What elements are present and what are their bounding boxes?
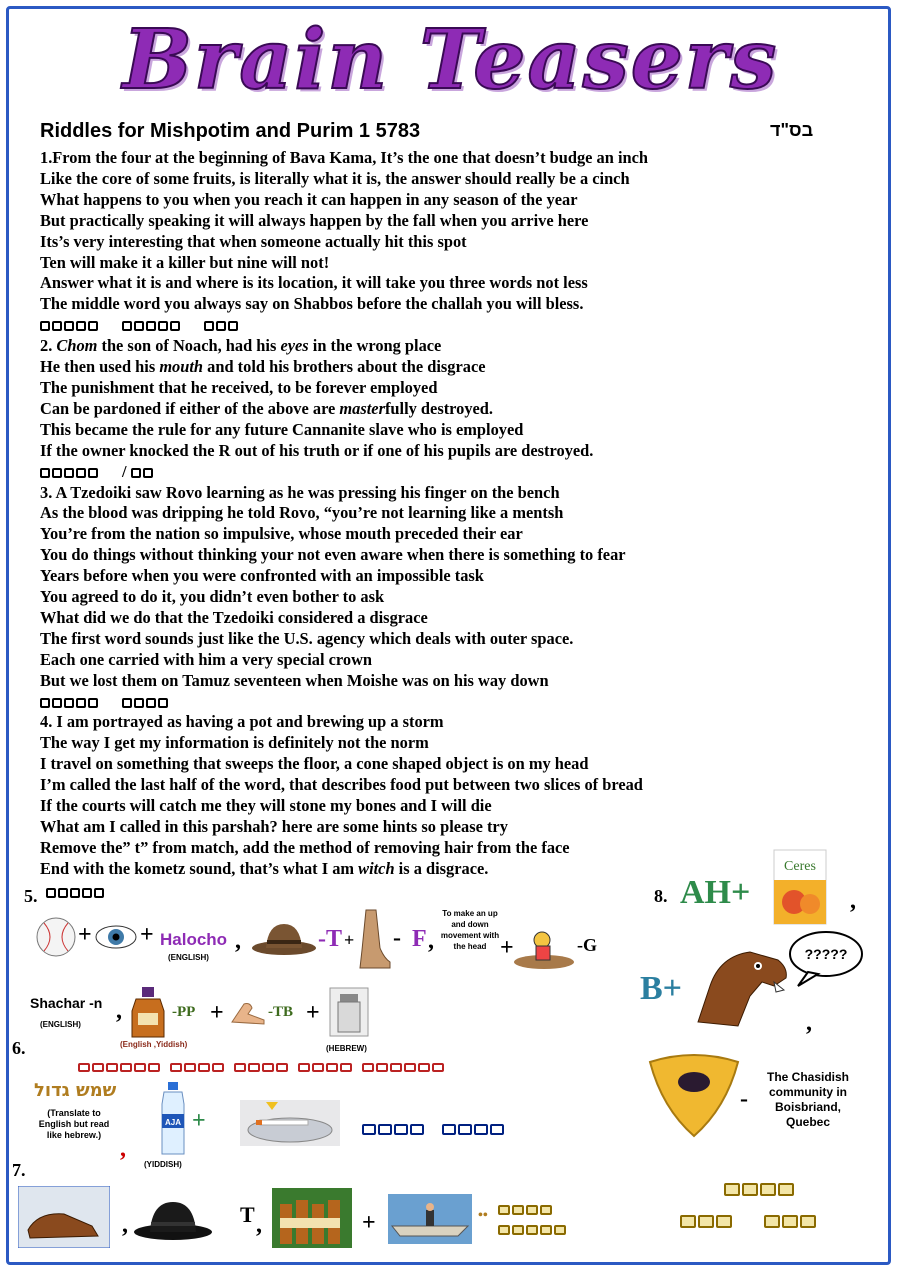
nod-clue: To make an up and down movement with the head [440, 909, 500, 951]
translate-note: (Translate to English but read like hebrew.) [38, 1108, 110, 1140]
boat-icon [388, 1194, 472, 1244]
slash-separator: / [122, 461, 127, 481]
riddle-3-line: 3. A Tzedoiki saw Rovo learning as he was pressing his finger on the bench [40, 482, 560, 502]
answer-boxes-1[interactable] [40, 315, 840, 336]
english-label: (ENGLISH) [40, 1020, 81, 1029]
answer-boxes-7[interactable] [498, 1200, 578, 1240]
minus-g: -G [577, 935, 597, 955]
worker-icon [512, 928, 576, 970]
riddle-1-line: Answer what it is and where is its location, it will take you three words not less [40, 273, 588, 293]
riddle-4-line: What am I called in this parshah? here are some hints so please try [40, 817, 508, 836]
riddle-3-line: The first word sounds just like the U.S. agency which deals with outer space. [40, 628, 574, 648]
answer-boxes-5[interactable] [46, 884, 106, 902]
riddle-1-line: Like the core of some fruits, is literally what it is, the answer should really be a cinch [40, 168, 630, 188]
juice-box-icon [772, 848, 828, 926]
plus-sign: + [306, 1000, 320, 1026]
riddle-3-line: As the blood was dripping he told Rovo, “you’re not learning like a mentsh [40, 503, 564, 523]
plus-sign: + [500, 935, 514, 961]
baseball-icon [34, 915, 78, 959]
riddle-3-line: But we lost them on Tamuz seventeen when Moishe was on his way down [40, 670, 549, 690]
riddle-2-line: 2. Chom the son of Noach, had his eyes in the wrong place [40, 336, 442, 356]
minus-t: -T [318, 926, 342, 952]
hamantash-icon [646, 1052, 742, 1140]
hebrew-label: (HEBREW) [326, 1044, 367, 1053]
letter-f: F [412, 926, 427, 952]
plus-sign: + [140, 922, 154, 948]
hebrew-words: שמש גדול [34, 1080, 117, 1101]
riddle-3-line: Each one carried with him a very special crown [40, 649, 373, 669]
comma: , [116, 998, 122, 1024]
ellipsis-mark: •• [478, 1208, 488, 1223]
puzzle-6-number: 6. [12, 1038, 26, 1058]
water-label: AJA [164, 1118, 182, 1127]
plus-sign: + [78, 922, 92, 948]
eye-icon [94, 920, 138, 954]
plus-sign: + [344, 930, 355, 950]
shachar-word: Shachar -n [30, 995, 103, 1011]
riddle-2-line: He then used his mouth and told his brothers about the disgrace [40, 357, 486, 377]
answer-boxes-8a[interactable] [724, 1180, 796, 1198]
riddle-1-line: The middle word you always say on Shabbos before the challah you will bless. [40, 294, 584, 314]
juice-label: Ceres [784, 859, 816, 874]
riddle-4-line: I travel on something that sweeps the floor, a cone shaped object is on my head [40, 754, 589, 774]
bsd-mark: בס"ד [770, 120, 814, 140]
riddle-2-line: Can be pardoned if either of the above are masterfully destroyed. [40, 398, 494, 418]
riddle-3-line: You do things without thinking your not even aware when there is something to fear [40, 545, 626, 565]
answer-boxes-6b[interactable] [362, 1120, 506, 1138]
riddle-4-line: If the courts will catch me they will stone my bones and I will die [40, 796, 492, 816]
ah-plus: AH+ [680, 874, 751, 911]
riddle-4-line: The way I get my information is definitely not the norm [40, 733, 429, 753]
minus-sign: - [740, 1086, 748, 1112]
community-clue: The Chasidish community in Boisbriand, Quebec [766, 1070, 849, 1129]
black-hat-icon [132, 1196, 214, 1242]
riddle-4-line: End with the kometz sound, that’s what I am witch is a disgrace. [40, 858, 489, 878]
salt-shaker-icon [328, 986, 370, 1038]
answer-boxes-3[interactable] [40, 692, 840, 713]
puzzle-8-number: 8. [654, 886, 668, 906]
riddle-4-line: Remove the” t” from match, add the method of removing hair from the face [40, 837, 570, 857]
riddle-3-line: You agreed to do it, you didn’t even bother to ask [40, 587, 385, 607]
riddles-text [40, 148, 840, 880]
horse-icon [690, 946, 794, 1030]
comma: , [850, 888, 856, 914]
comma: , [806, 1010, 812, 1036]
riddle-2-line: The punishment that he received, to be forever employed [40, 377, 438, 397]
riddle-3-line: Years before when you were confronted with an impossible task [40, 566, 484, 586]
hoof-icon [354, 908, 392, 970]
page-subtitle: Riddles for Mishpotim and Purim 1 5783 [40, 120, 421, 142]
shoe-icon [18, 1186, 110, 1248]
plus-sign: + [192, 1108, 206, 1134]
whiskey-bottle-icon [128, 985, 168, 1039]
riddle-1-line: Its’s very interesting that when someone actually hit this spot [40, 231, 467, 251]
riddle-2-line: If the owner knocked the R out of his truth or if one of his pupils are destroyed. [40, 440, 594, 460]
comma: , [235, 928, 241, 954]
fedora-icon [250, 918, 318, 956]
riddle-4-line: I’m called the last half of the word, that describes food put between two slices of bread [40, 775, 643, 795]
minus-sign: - [393, 925, 401, 951]
riddle-3-line: You’re from the nation so impulsive, whose mouth preceded their ear [40, 524, 523, 544]
b-plus: B+ [640, 970, 683, 1007]
riddle-3-line: What did we do that the Tzedoiki considered a disgrace [40, 607, 428, 627]
minus-tb: -TB [268, 1004, 294, 1020]
arm-icon [230, 1000, 266, 1026]
cigarette-ashtray-icon [240, 1100, 340, 1146]
letter-t: T [240, 1202, 255, 1227]
speech-text: ????? [804, 946, 848, 962]
water-bottle-icon [158, 1080, 188, 1158]
halocho-word: Halocho [160, 930, 228, 949]
plus-sign: + [210, 1000, 224, 1026]
beer-bottles-icon [272, 1188, 352, 1248]
answer-boxes-2[interactable] [40, 462, 840, 483]
minus-pp: -PP [172, 1004, 196, 1020]
comma: , [120, 1136, 126, 1162]
riddle-1-line: But practically speaking it will always happen by the fall when you arrive here [40, 210, 589, 230]
english-label: (ENGLISH) [168, 953, 209, 962]
riddle-1-line: Ten will make it a killer but nine will not! [40, 252, 330, 272]
riddle-1-line: 1.From the four at the beginning of Bava Kama, It’s the one that doesn’t budge an inch [40, 148, 649, 167]
puzzle-7-number: 7. [12, 1160, 26, 1180]
riddle-4-line: 4. I am portrayed as having a pot and brewing up a storm [40, 712, 444, 732]
eng-yiddish-label: (English ,Yiddish) [120, 1040, 188, 1049]
riddle-2-line: This became the rule for any future Cannanite slave who is employed [40, 419, 524, 439]
comma: , [256, 1212, 262, 1238]
comma: , [428, 928, 434, 954]
plus-sign: + [362, 1210, 376, 1236]
puzzle-5-number: 5. [24, 886, 38, 906]
answer-boxes-6a[interactable] [78, 1058, 446, 1076]
answer-boxes-8b[interactable] [680, 1212, 818, 1230]
riddle-1-line: What happens to you when you reach it can happen in any season of the year [40, 189, 578, 209]
comma: , [122, 1212, 128, 1238]
page-title: Brain Teasers [122, 12, 779, 108]
yiddish-label: (YIDDISH) [144, 1160, 182, 1169]
